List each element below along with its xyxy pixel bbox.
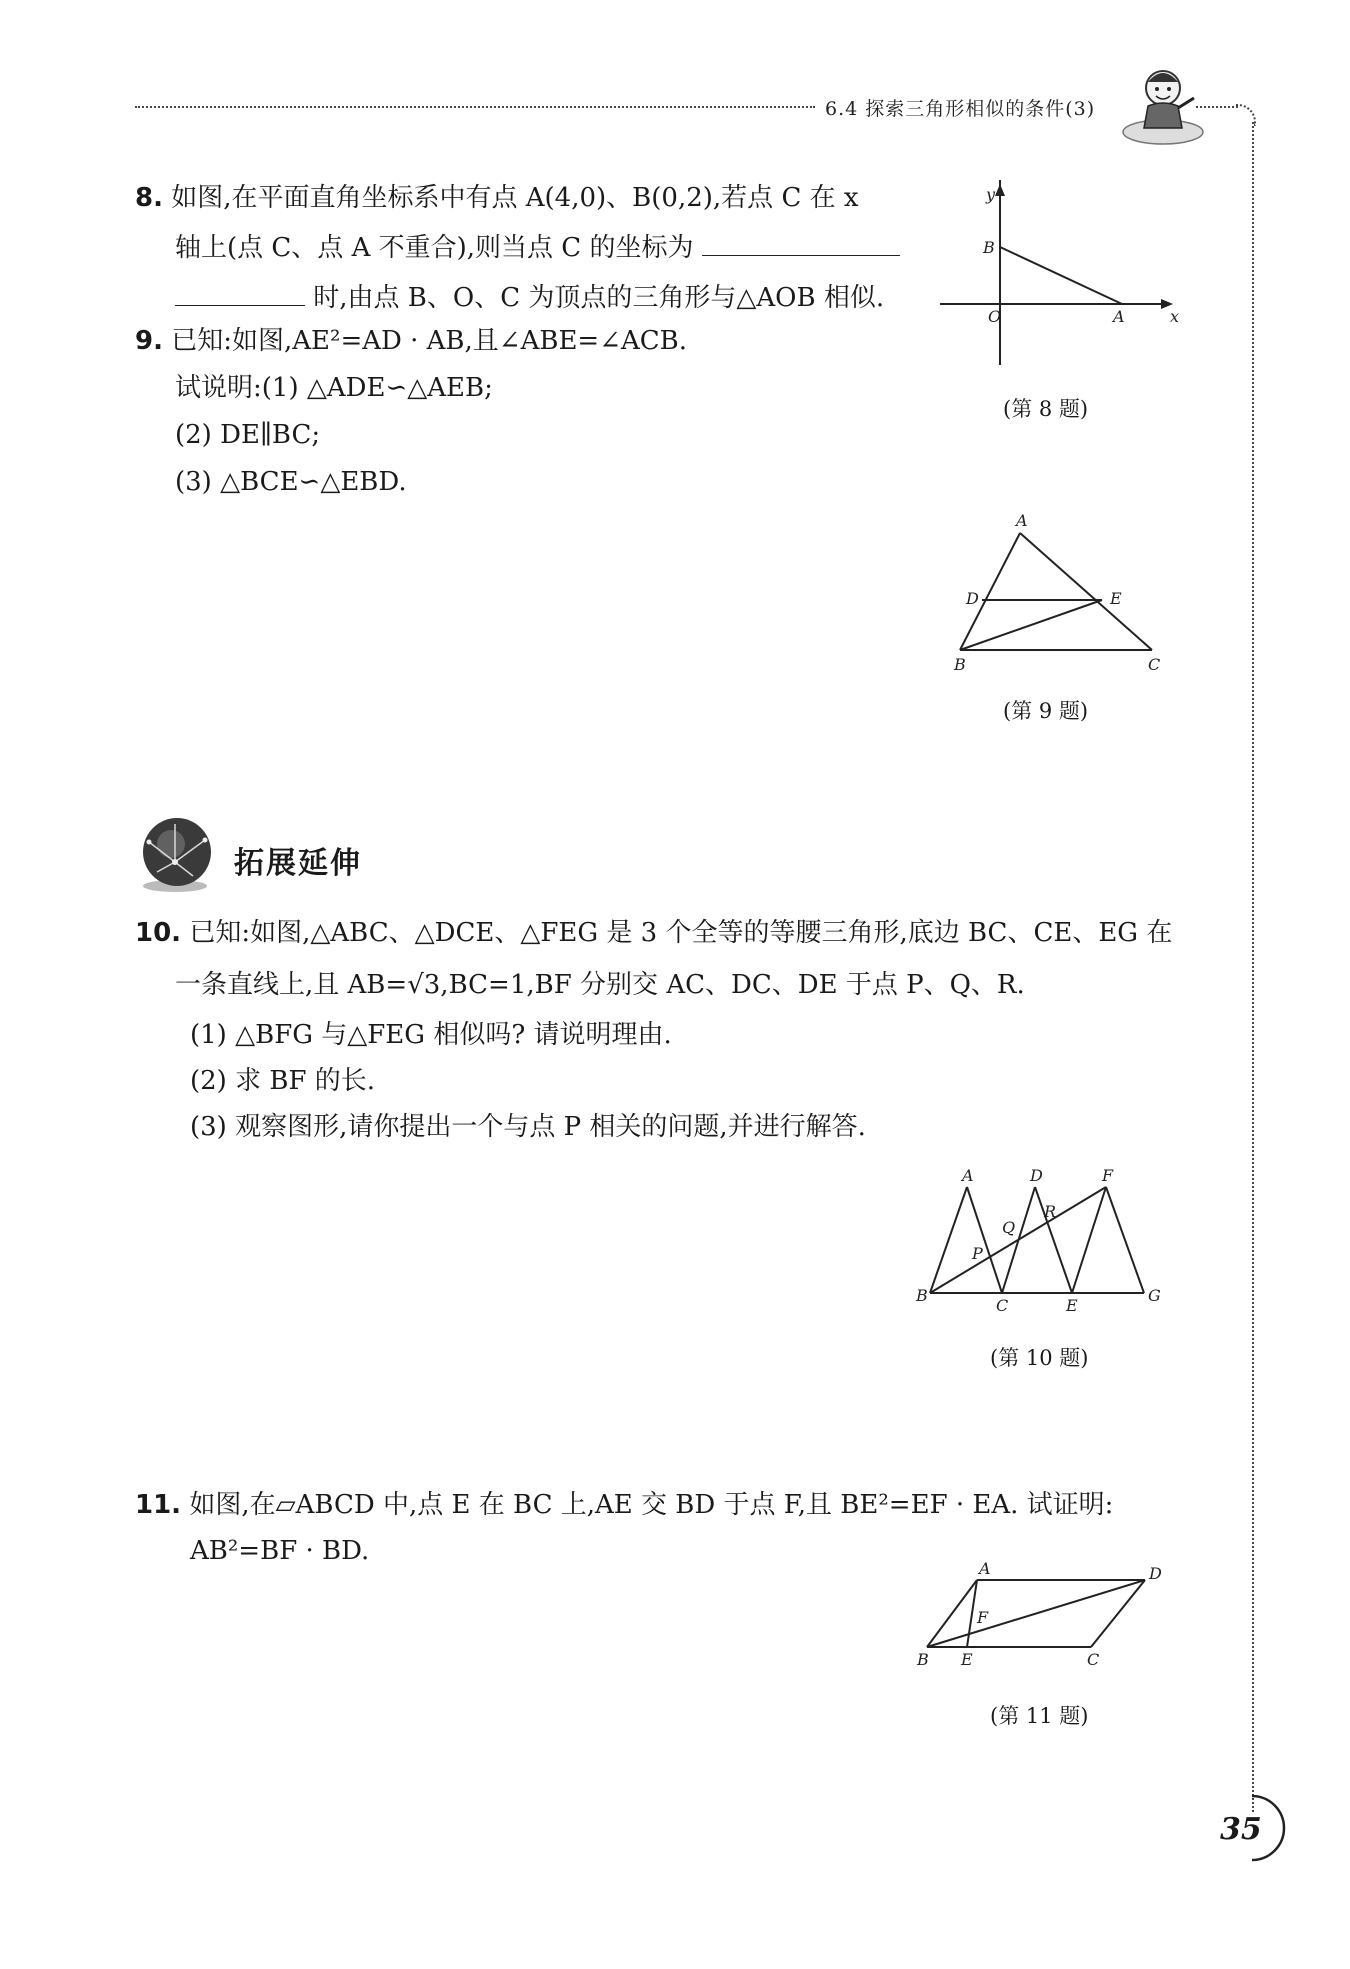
label-F: F [1102, 1166, 1114, 1185]
q10-line3: (1) △BFG 与△FEG 相似吗? 请说明理由. [190, 1020, 672, 1050]
label-D: D [966, 589, 979, 608]
q10-line4: (2) 求 BF 的长. [190, 1066, 376, 1096]
segment-BD [927, 1580, 1145, 1647]
q11-line1 [135, 1482, 1113, 1528]
q11-number: 11. [135, 1490, 182, 1520]
label-A: A [962, 1166, 974, 1185]
q8-number: 8. [135, 183, 163, 213]
label-A: A [1113, 307, 1125, 326]
header-title: 6.4 探索三角形相似的条件(3) [825, 98, 1096, 120]
label-A: A [1016, 511, 1028, 530]
header-dotted-rule [135, 106, 815, 108]
q9-line3: (2) DE∥BC; [175, 420, 321, 450]
q8-answer-blank-cont[interactable] [175, 275, 305, 306]
q10-line1 [135, 910, 1172, 956]
q9-line1 [135, 318, 687, 364]
q8-line1 [135, 175, 859, 221]
q8-caption: (第 8 题) [1003, 397, 1089, 421]
mascot-icon [1118, 58, 1208, 148]
label-D: D [1149, 1564, 1162, 1583]
q8-answer-blank[interactable] [702, 225, 900, 256]
q10-number: 10. [135, 918, 182, 948]
segment-BF [930, 1187, 1106, 1293]
label-O: O [988, 307, 1002, 326]
label-C: C [1087, 1650, 1100, 1669]
q11-text-1: 如图,在▱ABCD 中,点 E 在 BC 上,AE 交 BD 于点 F,且 BE²=EF · EA. 试证明: [189, 1490, 1114, 1520]
q8-line3 [175, 275, 884, 321]
q8-figure [930, 180, 1180, 380]
header-dotted-rule-right [1196, 106, 1238, 108]
label-F: F [977, 1608, 989, 1627]
segment-BA [930, 1187, 967, 1293]
label-B: B [916, 1286, 928, 1305]
segment-BA [1000, 247, 1122, 304]
label-R: R [1044, 1202, 1057, 1221]
segment-AC [967, 1187, 1002, 1293]
label-A: A [979, 1559, 991, 1578]
q9-line2: 试说明:(1) △ADE∽△AEB; [175, 373, 493, 403]
label-C: C [996, 1296, 1009, 1315]
q10-line5: (3) 观察图形,请你提出一个与点 P 相关的问题,并进行解答. [190, 1112, 866, 1142]
label-E: E [961, 1650, 973, 1669]
q10-caption: (第 10 题) [990, 1346, 1089, 1370]
label-B: B [917, 1650, 929, 1669]
segment-DC [1091, 1580, 1145, 1647]
y-axis-arrow-icon [995, 184, 1005, 196]
q9-text-1: 已知:如图,AE²=AD · AB,且∠ABE=∠ACB. [171, 326, 688, 356]
label-y: y [986, 185, 996, 204]
q10-figure [910, 1165, 1170, 1315]
q9-caption: (第 9 题) [1003, 699, 1089, 723]
q8-text-2: 轴上(点 C、点 A 不重合),则当点 C 的坐标为 [175, 233, 694, 263]
q11-figure [905, 1555, 1175, 1670]
q8-text-3: 时,由点 B、O、C 为顶点的三角形与△AOB 相似. [313, 283, 885, 313]
label-G: G [1148, 1286, 1161, 1305]
q9-figure [940, 508, 1180, 678]
label-E: E [1066, 1296, 1078, 1315]
q11-caption: (第 11 题) [990, 1704, 1089, 1728]
q8-text-1: 如图,在平面直角坐标系中有点 A(4,0)、B(0,2),若点 C 在 x [171, 183, 859, 213]
segment-AC [1020, 533, 1152, 650]
globe-icon [135, 812, 219, 896]
page-number: 35 [1220, 1812, 1262, 1847]
segment-FG [1106, 1187, 1144, 1293]
q10-line2: 一条直线上,且 AB=√3,BC=1,BF 分别交 AC、DC、DE 于点 P、Q、R. [175, 970, 1025, 1000]
margin-dotted-rule [1252, 122, 1254, 1812]
q9-line4: (3) △BCE∽△EBD. [175, 467, 407, 497]
q11-line2: AB²=BF · BD. [190, 1536, 370, 1566]
label-x: x [1170, 307, 1180, 326]
label-D: D [1030, 1166, 1043, 1185]
q8-line2 [175, 225, 900, 271]
q9-number: 9. [135, 326, 163, 356]
segment-EF [1072, 1187, 1106, 1293]
label-B: B [983, 238, 995, 257]
label-P: P [972, 1244, 983, 1263]
label-E: E [1110, 589, 1122, 608]
q10-text-1: 已知:如图,△ABC、△DCE、△FEG 是 3 个全等的等腰三角形,底边 BC、CE、EG 在 [189, 918, 1173, 948]
label-Q: Q [1002, 1218, 1016, 1237]
label-C: C [1148, 655, 1161, 674]
section-title: 拓展延伸 [234, 846, 362, 881]
label-B: B [954, 655, 966, 674]
